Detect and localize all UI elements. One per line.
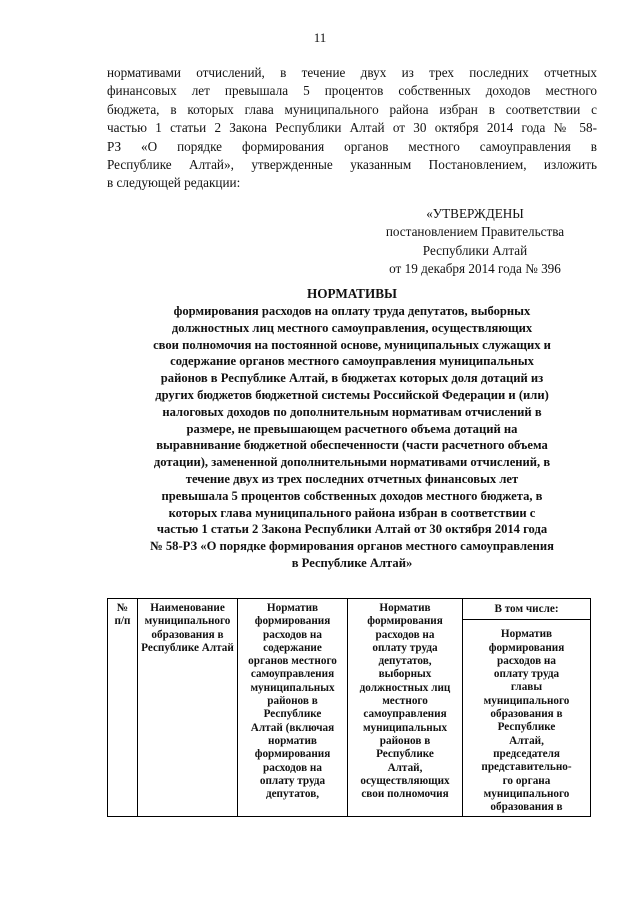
cell-text-line: Алтай, — [387, 761, 423, 774]
including-label: В том числе: — [494, 603, 559, 615]
subtitle-line: должностных лиц местного самоуправления, осуществляющих — [171, 320, 533, 335]
cell-text-line: муниципального — [144, 615, 231, 628]
subtitle-line: содержание органов местного самоуправления муниципальных — [170, 354, 534, 369]
cell-text-line: формирования — [254, 615, 331, 628]
subtitle-line: которых глава муниципального района избран в соответствии с — [168, 505, 536, 520]
document-subtitle — [107, 303, 597, 572]
cell-text-line: расходов на — [497, 654, 556, 667]
cell-text-line: депутатов, — [265, 788, 320, 801]
cell-text-line: Республике — [497, 721, 556, 734]
cell-text-line: Норматив — [500, 628, 553, 641]
cell-text-line: формирования — [367, 615, 443, 628]
cell-text-line: самоуправления — [363, 708, 447, 721]
cell-text-line: Норматив — [379, 602, 431, 614]
header-cell-including — [463, 599, 591, 620]
cell-text-line: муниципальных — [362, 721, 448, 734]
cell-text-line: местного — [382, 695, 428, 708]
subtitle-line: районов в Республике Алтай, в бюджетах которых доля дотаций из — [160, 371, 544, 386]
subtitle-line: размере, не превышающем расчетного объема дотаций на — [186, 421, 518, 436]
cell-text-line: образования в — [151, 628, 224, 641]
intro-line: нормативами отчислений, в течение двух из трех последних отчетных — [107, 65, 597, 80]
subtitle-line: № 58-РЗ «О порядке формирования органов местного самоуправления — [150, 539, 554, 554]
cell-text-line: го органа — [502, 774, 551, 787]
cell-text-line: содержание — [263, 641, 322, 654]
cell-text-line: Республике Алтай — [141, 641, 234, 654]
document-title: НОРМАТИВЫ — [307, 286, 397, 301]
header-cell-norm-head — [463, 620, 591, 817]
approval-line: постановлением Правительства — [385, 224, 565, 240]
cell-text-line: образования в — [490, 708, 563, 721]
approval-block — [350, 205, 600, 279]
cell-text-line: образования в — [490, 801, 563, 814]
subtitle-line: превышала 5 процентов собственных доходов местного бюджета, в — [161, 488, 543, 503]
subtitle-line: выравнивание бюджетной обеспеченности (части расчетного объема — [156, 438, 548, 453]
approval-line: «УТВЕРЖДЕНЫ — [426, 206, 524, 221]
cell-text-line: выборных — [378, 668, 432, 681]
intro-paragraph — [107, 64, 597, 193]
cell-text-line: № — [116, 602, 129, 614]
cell-text-line: районов в — [267, 695, 318, 708]
intro-line: Республике Алтай», утвержденные указанным Постановлением, изложить — [107, 157, 597, 173]
cell-text-line: расходов на — [263, 628, 322, 641]
header-cell-norm-deputies — [348, 599, 463, 817]
subtitle-line: дотации), замененной дополнительными нормативами отчислений, в — [153, 455, 551, 470]
cell-text-line: оплату труда — [372, 641, 438, 654]
cell-text-line: районов в — [379, 734, 431, 747]
approval-line: от 19 декабря 2014 года № 396 — [389, 261, 561, 277]
norms-table — [107, 598, 591, 817]
header-cell-municipality — [138, 599, 238, 817]
cell-text-line: формирования — [488, 641, 565, 654]
cell-text-line: Алтай (включая — [250, 721, 335, 734]
page-number: 11 — [313, 30, 327, 45]
header-cell-norm-maintenance — [238, 599, 348, 817]
cell-text-line: председателя — [493, 747, 560, 760]
subtitle-line: частью 1 статьи 2 Закона Республики Алтай от 30 октября 2014 года — [156, 522, 548, 537]
cell-text-line: депутатов, — [378, 655, 432, 668]
subtitle-line: формирования расходов на оплату труда депутатов, выборных — [173, 304, 531, 318]
cell-text-line: должностных лиц — [359, 681, 451, 694]
cell-text-line: муниципального — [483, 787, 570, 800]
cell-text-line: оплату труда — [259, 774, 326, 787]
cell-text-line: муниципального — [483, 694, 570, 707]
subtitle-line: свои полномочия на постоянной основе, муниципальных служащих и — [153, 337, 551, 352]
cell-text-line: самоуправления — [250, 668, 335, 681]
cell-text-line: главы — [510, 681, 543, 694]
header-cell-number — [108, 599, 138, 817]
subtitle-line: других бюджетов бюджетной системы Российской Федерации и (или) — [155, 387, 549, 402]
cell-text-line: расходов на — [263, 761, 322, 774]
cell-text-line: норматив — [268, 734, 317, 747]
cell-text-line: органов местного — [248, 655, 337, 668]
cell-text-line: формирования — [254, 748, 331, 761]
cell-text-line: муниципальных — [250, 681, 335, 694]
intro-line: в следующей редакции: — [107, 175, 241, 191]
cell-text-line: представительно- — [481, 761, 572, 774]
cell-text-line: п/п — [114, 615, 131, 628]
cell-text-line: Алтай, — [509, 734, 544, 747]
table-header-row — [108, 599, 591, 620]
subtitle-line: в Республике Алтай» — [291, 555, 413, 570]
subtitle-line: налоговых доходов по дополнительным нормативам отчислений в — [162, 404, 542, 419]
cell-text-line: оплату труда — [493, 668, 560, 681]
cell-text-line: Наименование — [150, 602, 225, 614]
subtitle-line: течение двух из трех последних отчетных финансовых лет — [185, 471, 519, 486]
cell-text-line: расходов на — [375, 628, 435, 641]
intro-line: бюджета, в которых глава муниципального района избран в соответствии с — [107, 101, 597, 117]
intro-line: финансовых лет превышала 5 процентов собственных доходов местного — [107, 83, 597, 99]
cell-text-line: свои полномочия — [361, 788, 449, 801]
cell-text-line: Республике — [263, 708, 322, 721]
intro-line: РЗ «О порядке формирования органов местного самоуправления в — [107, 138, 597, 154]
cell-text-line: Норматив — [266, 602, 319, 614]
cell-text-line: осуществляющих — [360, 774, 450, 787]
cell-text-line: Республике — [376, 748, 434, 761]
intro-line: частью 1 статьи 2 Закона Республики Алтай от 30 октября 2014 года № 58- — [107, 120, 597, 136]
approval-line: Республики Алтай — [422, 242, 528, 258]
